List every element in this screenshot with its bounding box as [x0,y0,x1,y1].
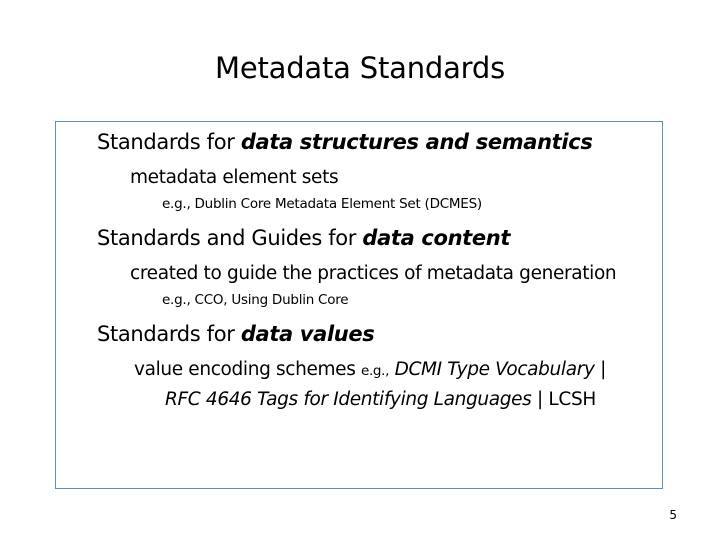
separator: | [531,389,549,410]
heading-prefix: Standards for [97,322,241,346]
slide-title: Metadata Standards [215,51,505,85]
section-heading-values [97,321,374,347]
section-heading-structures [97,129,592,155]
example-dcmes: e.g., Dublin Core Metadata Element Set (DCMES) [162,196,482,212]
vocab-rfc-4646: RFC 4646 Tags for Identifying Languages [165,389,532,410]
subpoint-prefix: value encoding schemes [134,359,362,380]
vocab-lcsh: LCSH [548,389,596,410]
heading-emphasis: data structures and semantics [240,130,593,154]
subpoint-encoding-schemes-cont [165,388,596,412]
heading-emphasis: data values [240,322,375,346]
subpoint-encoding-schemes [134,358,606,383]
separator: | [594,359,606,380]
section-heading-content [97,225,510,251]
page-number: 5 [669,508,677,522]
heading-prefix: Standards and Guides for [97,226,363,250]
vocab-dcmi-type: DCMI Type Vocabulary [394,359,595,380]
subpoint-guide-practices: created to guide the practices of metadata generation [130,263,617,284]
heading-prefix: Standards for [97,130,241,154]
example-cco: e.g., CCO, Using Dublin Core [162,292,349,308]
subpoint-element-sets: metadata element sets [130,167,339,188]
heading-emphasis: data content [362,226,511,250]
subpoint-eg: e.g., [361,363,390,379]
